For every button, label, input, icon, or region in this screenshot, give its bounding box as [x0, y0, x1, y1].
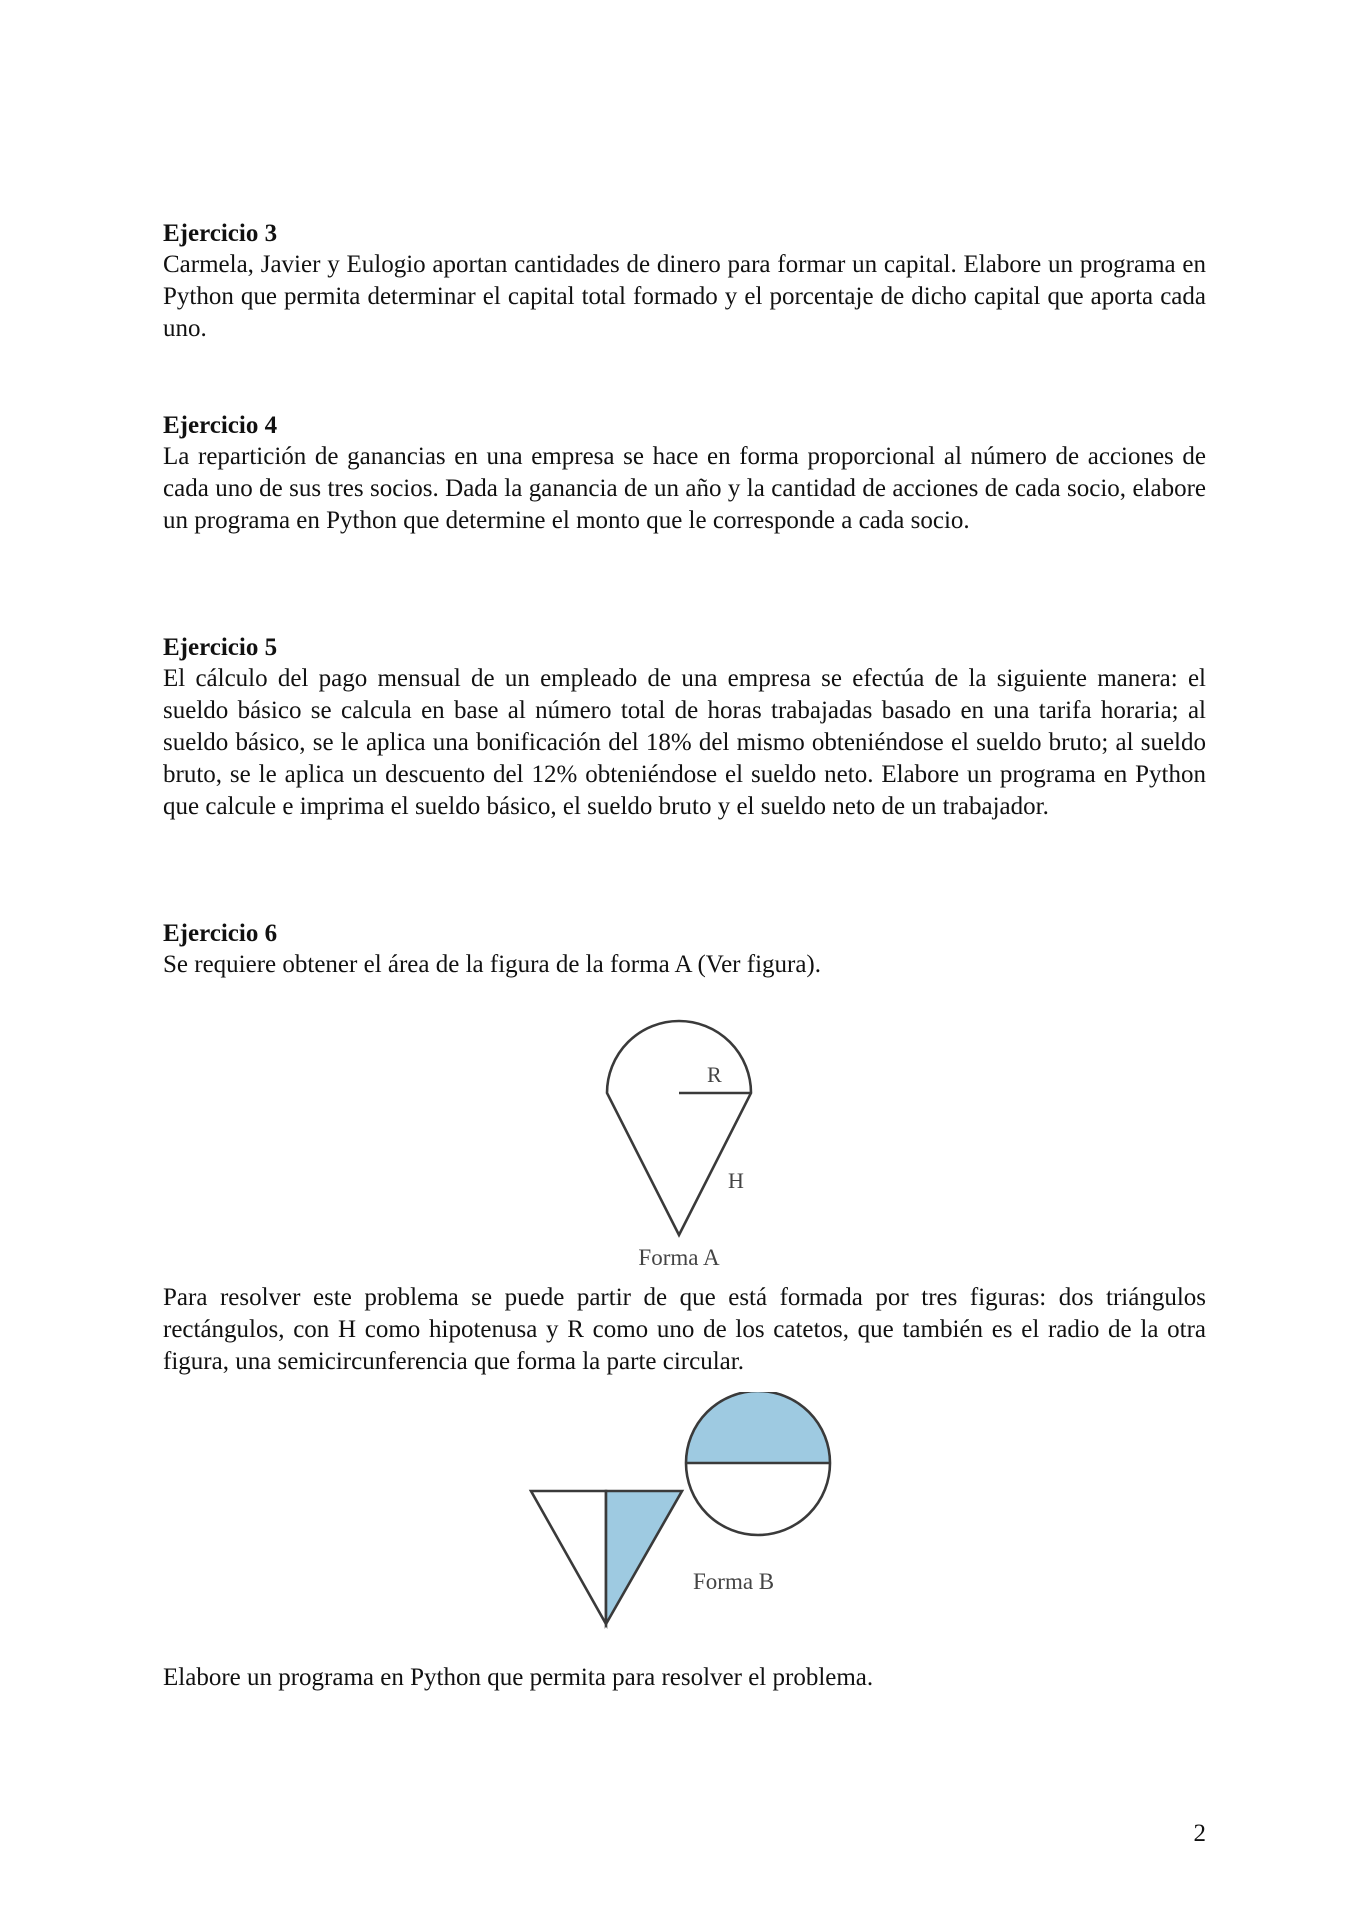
- exercise-title: Ejercicio 4: [163, 412, 278, 439]
- exercise-title: Ejercicio 6: [163, 920, 278, 947]
- teardrop-shape: [607, 1021, 751, 1235]
- exercise-statement: Carmela, Javier y Eulogio aportan cantidades de dinero para formar un capital. Elabore un programa en Python que permita determinar el capital total formado y el porcentaje de dicho capital que aporta cada uno.: [163, 251, 1206, 342]
- forma-b-caption: Forma B: [693, 1569, 775, 1594]
- page-number: 2: [1193, 1820, 1206, 1847]
- exercise-statement: La repartición de ganancias en una empresa se hace en forma proporcional al número de acciones de cada uno de sus tres socios. Dada la ganancia de un año y la cantidad de acciones de cada socio, elabore un programa en Python que determine el monto que le corresponde a cada socio.: [163, 443, 1206, 534]
- left-triangle: [531, 1491, 606, 1624]
- right-triangle-shaded: [606, 1491, 682, 1624]
- final-instruction: Elabore un programa en Python que permita para resolver el problema.: [163, 1664, 874, 1691]
- exercise-title: Ejercicio 5: [163, 634, 278, 661]
- upper-semicircle-shaded: [686, 1392, 830, 1463]
- exercise-4: [163, 410, 1206, 537]
- exercise-title: Ejercicio 3: [163, 220, 278, 247]
- exercise-statement: El cálculo del pago mensual de un empleado de una empresa se efectúa de la siguiente manera: el sueldo básico se calcula en base al número total de horas trabajadas basado en una tarifa horaria; al sueldo básico, se le aplica una bonificación del 18% del mismo obteniéndose el sueldo bruto; al sueldo bruto, se le aplica un descuento del 12% obteniéndose el sueldo neto. Elabore un programa en Python que calcule e imprima el sueldo básico, el sueldo bruto y el sueldo neto de un trabajador.: [163, 665, 1206, 820]
- forma-a-figure: [590, 1010, 780, 1275]
- forma-a-caption: Forma A: [638, 1245, 720, 1270]
- exercise-6: [163, 918, 1206, 981]
- exercise-statement: Se requiere obtener el área de la figura de la forma A (Ver figura).: [163, 951, 822, 978]
- hypotenuse-label: H: [728, 1168, 744, 1193]
- exercise-5: [163, 632, 1206, 823]
- radius-label: R: [707, 1062, 722, 1087]
- decomposition-explanation: Para resolver este problema se puede partir de que está formada por tres figuras: dos triángulos rectángulos, con H como hipotenusa y R como uno de los catetos, que también es el radio de la otra figura, una semicircunferencia que forma la parte circular.: [163, 1284, 1206, 1375]
- forma-b-figure: [525, 1392, 835, 1632]
- exercise-3: [163, 218, 1206, 345]
